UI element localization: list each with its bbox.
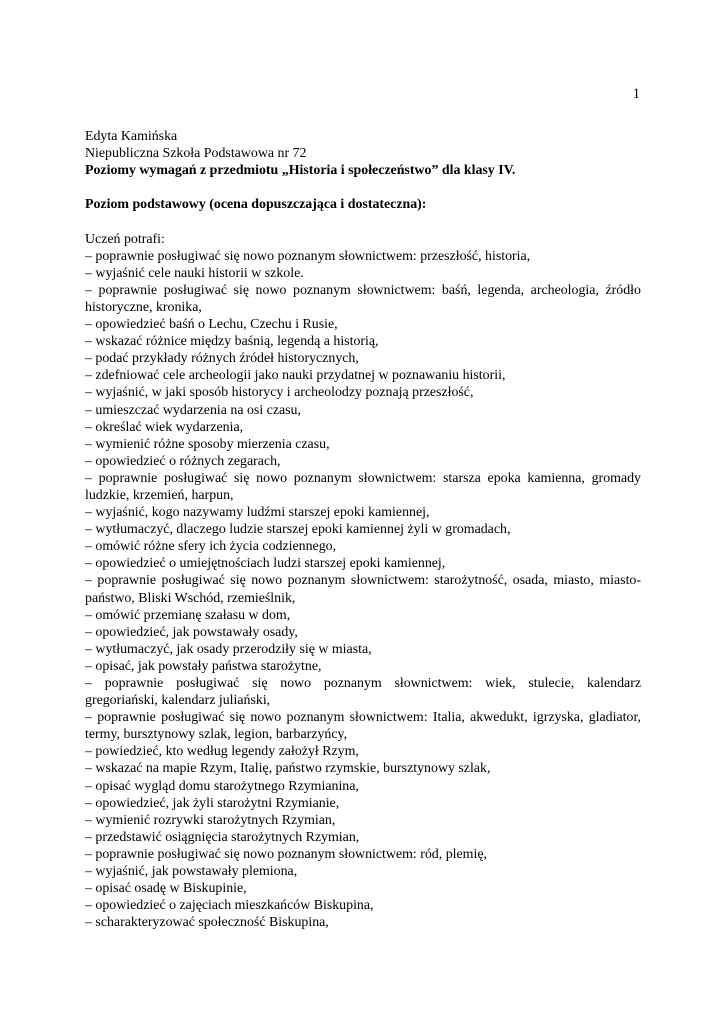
requirement-line: – opowiedzieć, jak żyli starożytni Rzymianie, — [85, 795, 340, 811]
requirement-line: – poprawnie posługiwać się nowo poznanym słownictwem: wiek, stulecie, kalendarz — [85, 676, 641, 691]
spacer — [85, 179, 641, 196]
level-heading: Poziom podstawowy (ocena dopuszczająca i dostateczna): — [85, 197, 427, 213]
requirement-line: – poprawnie posługiwać się nowo poznanym słownictwem: baśń, legenda, archeologia, źródło — [85, 282, 641, 298]
page-number: 1 — [632, 86, 640, 102]
requirement-line: – opowiedzieć, jak powstawały osady, — [85, 624, 298, 640]
requirement-line: – opowiedzieć o różnych zegarach, — [85, 453, 281, 469]
requirement-line: – poprawnie posługiwać się nowo poznanym słownictwem: starożytność, osada, miasto, miasto- — [85, 573, 641, 589]
requirement-line: – wyjaśnić, kogo nazywamy ludźmi starszej epoki kamiennej, — [85, 505, 430, 521]
requirement-line: – opowiedzieć o zajęciach mieszkańców Biskupina, — [85, 898, 374, 914]
requirement-line: – zdefniować cele archeologii jako nauki przydatnej w poznawaniu historii, — [85, 368, 506, 384]
author-name: Edyta Kamińska — [85, 129, 178, 144]
requirement-line: – umieszczać wydarzenia na osi czasu, — [85, 402, 301, 418]
requirement-line: – wytłumaczyć, dlaczego ludzie starszej epoki kamiennej żyli w gromadach, — [85, 522, 511, 538]
requirement-line: – opisać, jak powstały państwa starożytne, — [85, 658, 322, 674]
requirement-line: – wyjaśnić, w jaki sposób historycy i archeolodzy poznają przeszłość, — [85, 385, 474, 401]
requirement-line: – opowiedzieć o umiejętnościach ludzi starszej epoki kamiennej, — [85, 556, 446, 572]
requirement-line: – wskazać różnice między baśnią, legendą a historią, — [85, 334, 379, 350]
requirement-line: termy, bursztynowy szlak, legion, barbarzyńcy, — [85, 727, 348, 743]
requirement-line: – opisać osadę w Biskupinie, — [85, 881, 247, 897]
requirement-line: – przedstawić osiągnięcia starożytnych Rzymian, — [85, 829, 360, 845]
requirement-line: ludzkie, krzemień, harpun, — [85, 487, 234, 503]
requirement-line: państwo, Bliski Wschód, rzemieślnik, — [85, 590, 296, 606]
requirement-line: – scharakteryzować społeczność Biskupina, — [85, 915, 329, 931]
requirement-line: – wyjaśnić cele nauki historii w szkole. — [85, 265, 304, 281]
intro-text: Uczeń potrafi: — [85, 231, 165, 247]
requirement-line: – określać wiek wydarzenia, — [85, 419, 244, 435]
document-title: Poziomy wymagań z przedmiotu „Historia i społeczeństwo” dla klasy IV. — [85, 163, 516, 179]
requirement-line: – wyjaśnić, jak powstawały plemiona, — [85, 864, 298, 880]
requirement-line: – omówić przemianę szałasu w dom, — [85, 607, 291, 623]
requirement-line: – wytłumaczyć, jak osady przerodziły się w miasta, — [85, 641, 372, 657]
requirement-line: – powiedzieć, kto według legendy założył Rzym, — [85, 744, 359, 760]
requirement-line: – poprawnie posługiwać się nowo poznanym słownictwem: starsza epoka kamienna, gromady — [85, 470, 641, 486]
requirement-line: – poprawnie posługiwać się nowo poznanym słownictwem: ród, plemię, — [85, 846, 487, 862]
spacer — [85, 213, 641, 230]
school-name: Niepubliczna Szkoła Podstawowa nr 72 — [85, 146, 307, 162]
requirement-line: – omówić różne sfery ich życia codziennego, — [85, 539, 337, 555]
requirement-line: – wymienić różne sposoby mierzenia czasu, — [85, 436, 330, 452]
requirement-line: – podać przykłady różnych źródeł historycznych, — [85, 351, 359, 367]
requirement-line: historyczne, kronika, — [85, 299, 202, 315]
requirement-line: – wskazać na mapie Rzym, Italię, państwo rzymskie, bursztynowy szlak, — [85, 761, 491, 777]
requirement-line: – wymienić rozrywki starożytnych Rzymian, — [85, 812, 336, 828]
requirement-line: – poprawnie posługiwać się nowo poznanym słownictwem: Italia, akwedukt, igrzyska, gladiator, — [85, 710, 641, 726]
document-body — [85, 128, 641, 931]
requirement-line: – opisać wygląd domu starożytnego Rzymianina, — [85, 778, 359, 794]
requirement-line: gregoriański, kalendarz juliański, — [85, 693, 271, 709]
requirement-line: – opowiedzieć baśń o Lechu, Czechu i Rusie, — [85, 317, 338, 333]
requirement-line: – poprawnie posługiwać się nowo poznanym słownictwem: przeszłość, historia, — [85, 248, 531, 264]
